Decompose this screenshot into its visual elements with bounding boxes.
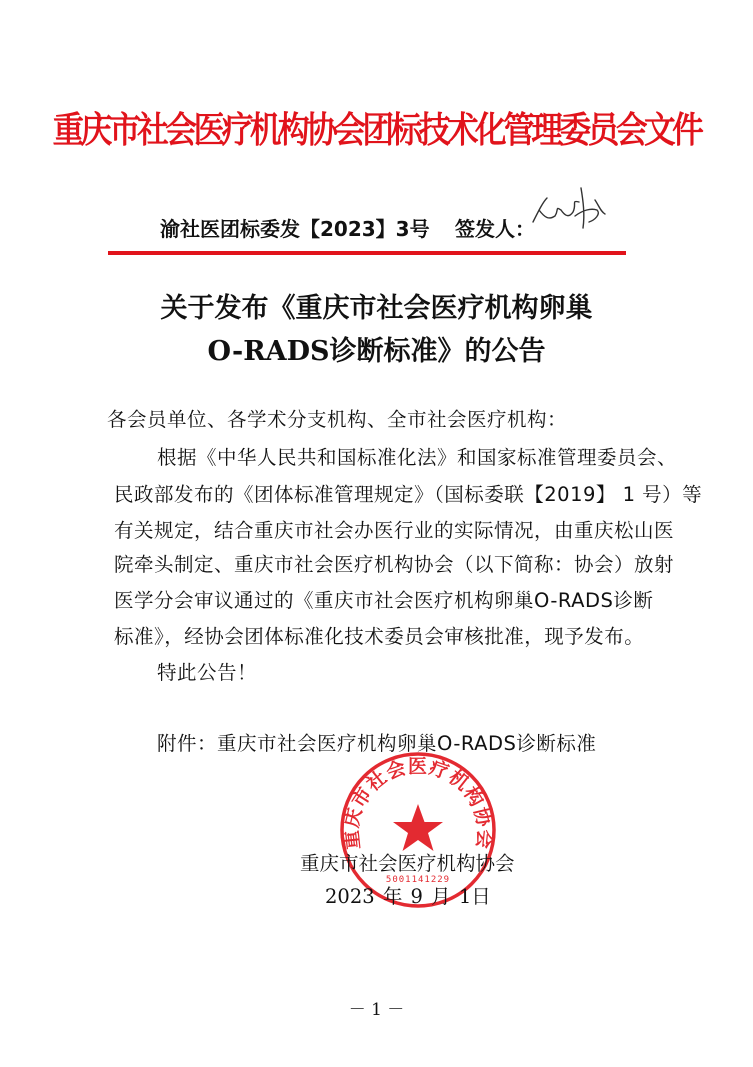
body-line: 院牵头制定、重庆市社会医疗机构协会（以下简称：协会）放射 <box>114 553 675 576</box>
body-line: 有关规定，结合重庆市社会办医行业的实际情况，由重庆松山医 <box>114 519 675 542</box>
notice-title-line-1: 关于发布《重庆市社会医疗机构卵巢 <box>160 293 593 324</box>
page-number: － 1 － <box>348 1000 405 1020</box>
svg-text:5001141229: 5001141229 <box>385 875 451 885</box>
issuing-organization: 重庆市社会医疗机构协会 <box>300 852 515 875</box>
attachment-line: 附件：重庆市社会医疗机构卵巢O-RADS诊断标准 <box>157 732 597 755</box>
handwritten-signature <box>525 180 615 240</box>
document-number: 渝社医团标委发【2023】3号 <box>160 217 430 241</box>
header-divider <box>108 251 626 255</box>
notice-title-line-2: O-RADS诊断标准》的公告 <box>207 336 546 367</box>
body-line: 医学分会审议通过的《重庆市社会医疗机构卵巢O-RADS诊断 <box>114 589 654 612</box>
body-line: 民政部发布的《团体标准管理规定》（国标委联【2019】 1 号）等 <box>114 483 703 506</box>
issue-date: 2023 年 9 月 1日 <box>325 885 491 908</box>
body-line: 根据《中华人民共和国标准化法》和国家标准管理委员会、 <box>157 446 678 469</box>
svg-text:重庆市社会医疗机构协会: 重庆市社会医疗机构协会 <box>340 755 496 851</box>
greeting: 各会员单位、各学术分支机构、全市社会医疗机构： <box>107 408 568 431</box>
closing-remark: 特此公告！ <box>157 661 258 684</box>
signer-label: 签发人： <box>455 217 535 241</box>
document-header-title: 重庆市社会医疗机构协会团标技术化管理委员会文件 <box>52 109 701 151</box>
body-line: 标准》，经协会团体标准化技术委员会审核批准，现予发布。 <box>114 625 645 648</box>
